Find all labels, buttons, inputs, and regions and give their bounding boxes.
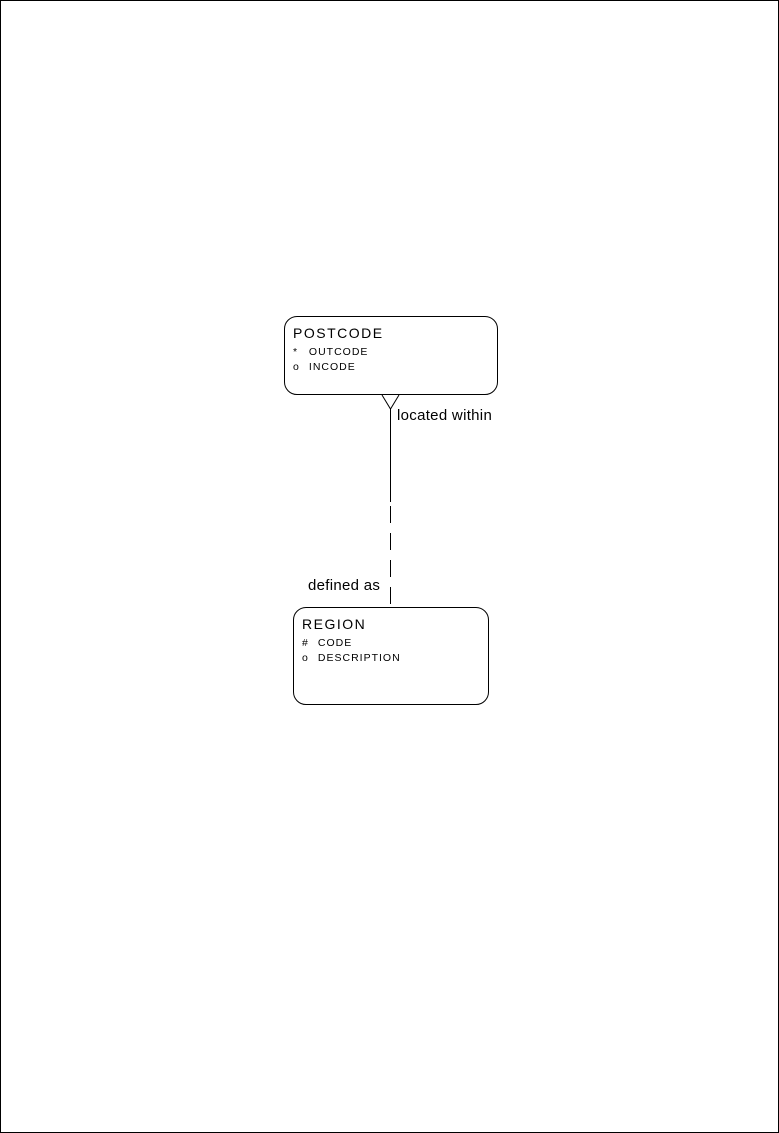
attribute-row — [294, 651, 488, 666]
optional-attribute-marker: o — [302, 652, 309, 664]
attribute-name: CODE — [317, 637, 353, 649]
relationship-connector — [1, 1, 779, 1133]
entity-region — [293, 607, 489, 705]
relationship-label-near-postcode: located within — [397, 407, 493, 424]
primary-key-attribute-marker: # — [302, 637, 309, 649]
attribute-name: INCODE — [308, 361, 356, 373]
entity-title: POSTCODE — [293, 325, 384, 341]
entity-postcode — [284, 316, 498, 395]
attribute-name: OUTCODE — [308, 346, 369, 358]
attribute-row — [285, 345, 497, 360]
attribute-row — [294, 636, 488, 651]
optional-attribute-marker: o — [293, 361, 300, 373]
entity-title: REGION — [302, 616, 367, 632]
relationship-label-near-region: defined as — [308, 577, 381, 594]
attribute-row — [285, 360, 497, 375]
mandatory-attribute-marker: * — [293, 346, 299, 358]
attribute-name: DESCRIPTION — [317, 652, 401, 664]
